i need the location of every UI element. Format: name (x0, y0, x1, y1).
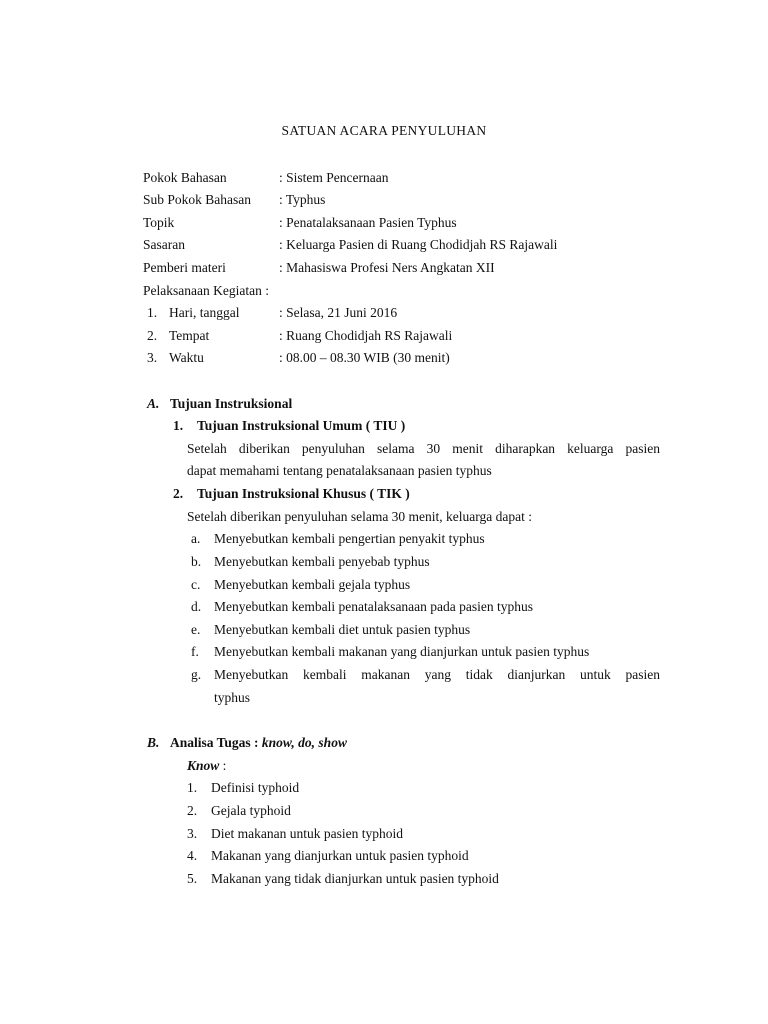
pelaksanaan-label-tempat: Tempat (169, 328, 210, 343)
tik-item-letter: f. (191, 644, 199, 659)
tik-item-letter: c. (191, 577, 201, 592)
know-item-text: Makanan yang dianjurkan untuk pasien typhoid (211, 848, 469, 863)
section-a-marker: A. (147, 396, 160, 411)
tiu-text-line-2: dapat memahami tentang penatalaksanaan pasien typhus (187, 463, 492, 478)
pelaksanaan-num-2: 2. (147, 328, 158, 343)
info-label-topik: Topik (143, 215, 175, 230)
tik-item-letter: b. (191, 554, 202, 569)
info-value-sub-pokok-bahasan: : Typhus (279, 192, 326, 207)
tik-item-g-line-1: Menyebutkan kembali makanan yang tidak dianjurkan untuk pasien (214, 667, 660, 682)
pelaksanaan-label: Pelaksanaan Kegiatan : (143, 283, 269, 298)
know-item-num: 4. (187, 848, 198, 863)
info-value-pokok-bahasan: : Sistem Pencernaan (279, 170, 389, 185)
know-item-num: 5. (187, 871, 198, 886)
know-label: Know (187, 758, 220, 773)
tik-item-letter: e. (191, 622, 201, 637)
tik-item-letter: a. (191, 531, 201, 546)
pelaksanaan-value-tempat: : Ruang Chodidjah RS Rajawali (279, 328, 453, 343)
section-b-heading-italic: know, do, show (261, 735, 347, 750)
know-item-num: 1. (187, 780, 198, 795)
tik-item-g-line-2: typhus (214, 690, 251, 705)
tiu-text-line-1: Setelah diberikan penyuluhan selama 30 menit diharapkan keluarga pasien (187, 441, 660, 456)
know-item-num: 3. (187, 826, 198, 841)
section-a-heading: Tujuan Instruksional (170, 396, 293, 411)
info-label-pokok-bahasan: Pokok Bahasan (143, 170, 227, 185)
tiu-num: 1. (173, 418, 184, 433)
tiu-heading: Tujuan Instruksional Umum ( TIU ) (197, 418, 406, 433)
tik-item-letter: g. (191, 667, 202, 682)
pelaksanaan-label-hari: Hari, tanggal (169, 305, 240, 320)
pelaksanaan-label-waktu: Waktu (169, 350, 204, 365)
section-b-marker: B. (147, 735, 160, 750)
know-item-text: Gejala typhoid (211, 803, 291, 818)
tik-intro: Setelah diberikan penyuluhan selama 30 menit, keluarga dapat : (187, 509, 533, 524)
pelaksanaan-value-hari: : Selasa, 21 Juni 2016 (279, 305, 398, 320)
tik-heading: Tujuan Instruksional Khusus ( TIK ) (197, 486, 410, 501)
know-item-text: Makanan yang tidak dianjurkan untuk pasien typhoid (211, 871, 499, 886)
info-label-sasaran: Sasaran (143, 237, 185, 252)
info-value-pemberi-materi: : Mahasiswa Profesi Ners Angkatan XII (279, 260, 495, 275)
know-label-line (187, 758, 226, 774)
document-title: SATUAN ACARA PENYULUHAN (281, 123, 487, 138)
tik-item-text: Menyebutkan kembali penyebab typhus (214, 554, 430, 569)
pelaksanaan-value-waktu: : 08.00 – 08.30 WIB (30 menit) (279, 350, 450, 365)
info-label-sub-pokok-bahasan: Sub Pokok Bahasan (143, 192, 251, 207)
know-item-text: Diet makanan untuk pasien typhoid (211, 826, 403, 841)
info-value-sasaran: : Keluarga Pasien di Ruang Chodidjah RS Rajawali (279, 237, 558, 252)
info-label-pemberi-materi: Pemberi materi (143, 260, 226, 275)
tik-item-text: Menyebutkan kembali makanan yang dianjurkan untuk pasien typhus (214, 644, 590, 659)
know-item-text: Definisi typhoid (211, 780, 300, 795)
tik-item-letter: d. (191, 599, 202, 614)
know-item-num: 2. (187, 803, 198, 818)
tik-item-text: Menyebutkan kembali pengertian penyakit typhus (214, 531, 485, 546)
info-value-topik: : Penatalaksanaan Pasien Typhus (279, 215, 457, 230)
tik-item-text: Menyebutkan kembali gejala typhus (214, 577, 411, 592)
pelaksanaan-num-1: 1. (147, 305, 158, 320)
pelaksanaan-num-3: 3. (147, 350, 158, 365)
tik-item-text: Menyebutkan kembali penatalaksanaan pada pasien typhus (214, 599, 534, 614)
tik-num: 2. (173, 486, 184, 501)
section-b-heading-line (170, 735, 347, 751)
section-b-heading: Analisa Tugas : (170, 735, 259, 750)
tik-item-text: Menyebutkan kembali diet untuk pasien typhus (214, 622, 471, 637)
know-colon: : (219, 758, 227, 773)
